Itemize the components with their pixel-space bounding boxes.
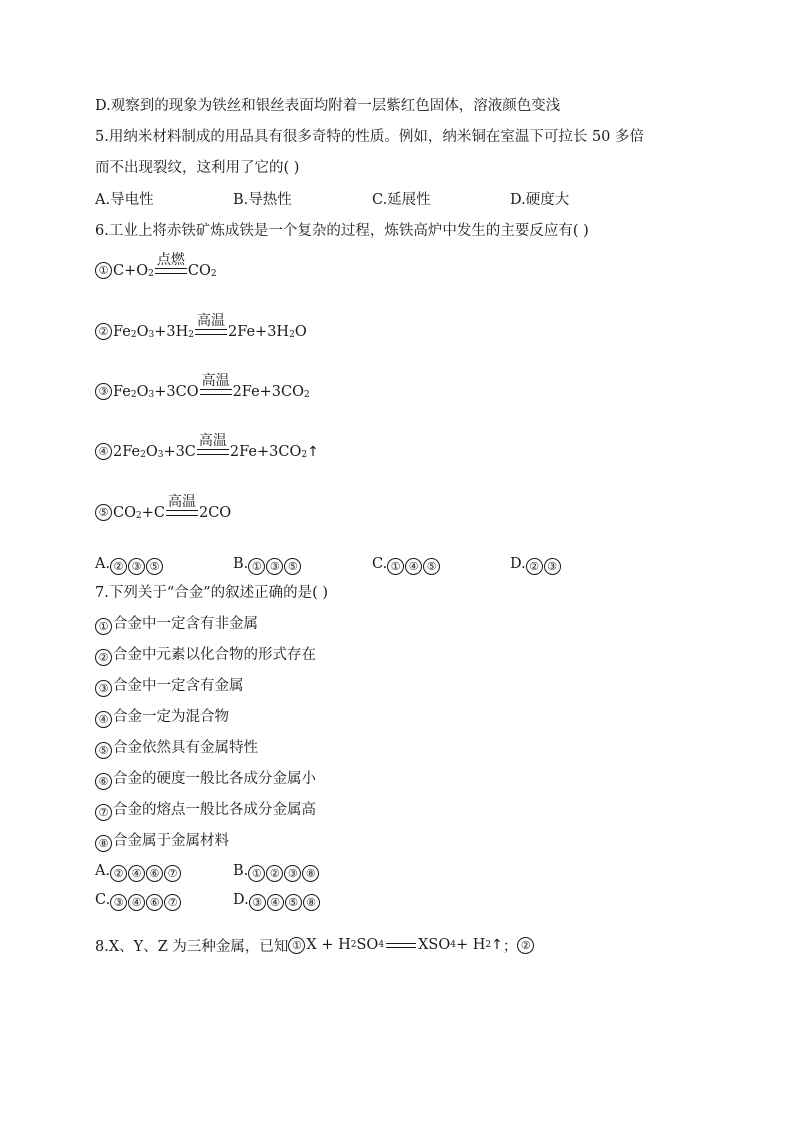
equation-number: ④: [95, 443, 112, 460]
q7-option-b: B. ① ② ③ ⑧: [233, 861, 320, 882]
q5-option-b: B.导热性: [233, 192, 292, 208]
q7-option-a: A. ② ④ ⑥ ⑦: [95, 861, 182, 882]
q7-statement: ⑤ 合金依然具有金属特性: [95, 738, 258, 759]
equation-1: ① C+O $_2$ 点燃 CO $_2$: [95, 252, 217, 279]
equation-3: ③ Fe $_2$ O $_3$ +3CO 高温 2Fe+3CO $_2$: [95, 373, 310, 400]
reaction-condition: 高温: [166, 494, 198, 521]
q6-option-d: D. ② ③: [510, 554, 562, 575]
q5-option-a: A.导电性: [95, 192, 154, 208]
equation-number: ⑤: [95, 504, 112, 521]
q6-option-c: C. ① ④ ⑤: [372, 554, 441, 575]
reaction-condition: 高温: [200, 373, 232, 400]
equation-5: ⑤ CO $_2$ +C 高温 2CO: [95, 494, 231, 521]
equation-number: ②: [95, 323, 112, 340]
q6-stem: 6.工业上将赤铁矿炼成铁是一个复杂的过程，炼铁高炉中发生的主要反应有( ): [95, 223, 589, 239]
q7-statement: ⑦ 合金的熔点一般比各成分金属高: [95, 800, 316, 821]
equation-2: ② Fe $_2$ O $_3$ +3H $_2$ 高温 2Fe+3H $_2$ O: [95, 313, 307, 340]
gas-arrow-icon: ↑: [491, 937, 503, 953]
equation-number: ③: [95, 383, 112, 400]
equals-bar: [386, 943, 416, 948]
q7-statement: ① 合金中一定含有非金属: [95, 614, 258, 635]
q8-stem: 8.X、Y、Z 为三种金属，已知 ① X + H 2 SO 4 XSO 4 + H 2 ↑ ； ②: [95, 934, 535, 956]
reaction-condition: 高温: [195, 313, 227, 340]
q5-option-d: D.硬度大: [510, 192, 570, 208]
equation-number: ①: [95, 262, 112, 279]
q7-stem: 7.下列关于“合金”的叙述正确的是( ): [95, 585, 329, 601]
q5-stem-line-2: 而不出现裂纹，这利用了它的( ): [95, 160, 300, 176]
gas-arrow-icon: ↑: [307, 444, 319, 460]
q5-option-c: C.延展性: [372, 192, 431, 208]
equation-number: ①: [288, 937, 305, 954]
q6-option-b: B. ① ③ ⑤: [233, 554, 302, 575]
q7-statement: ⑧ 合金属于金属材料: [95, 831, 229, 852]
q7-statement: ⑥ 合金的硬度一般比各成分金属小: [95, 769, 316, 790]
q7-statement: ④ 合金一定为混合物: [95, 707, 229, 728]
q4-option-d: D.观察到的现象为铁丝和银丝表面均附着一层紫红色固体，溶液颜色变浅: [95, 98, 561, 114]
q7-statement: ③ 合金中一定含有金属: [95, 676, 244, 697]
equation-4: ④ 2Fe $_2$ O $_3$ +3C 高温 2Fe+3CO $_2$ ↑: [95, 433, 319, 460]
q5-stem-line-1: 5.用纳米材料制成的用品具有很多奇特的性质。例如，纳米铜在室温下可拉长 50 多倍: [95, 129, 645, 145]
q7-option-d: D. ③ ④ ⑤ ⑧: [233, 890, 321, 911]
q7-option-c: C. ③ ④ ⑥ ⑦: [95, 890, 182, 911]
reaction-condition: 高温: [197, 433, 229, 460]
reaction-condition: 点燃: [155, 252, 187, 279]
q7-statement: ② 合金中元素以化合物的形式存在: [95, 645, 316, 666]
q6-option-a: A. ② ③ ⑤: [95, 554, 164, 575]
